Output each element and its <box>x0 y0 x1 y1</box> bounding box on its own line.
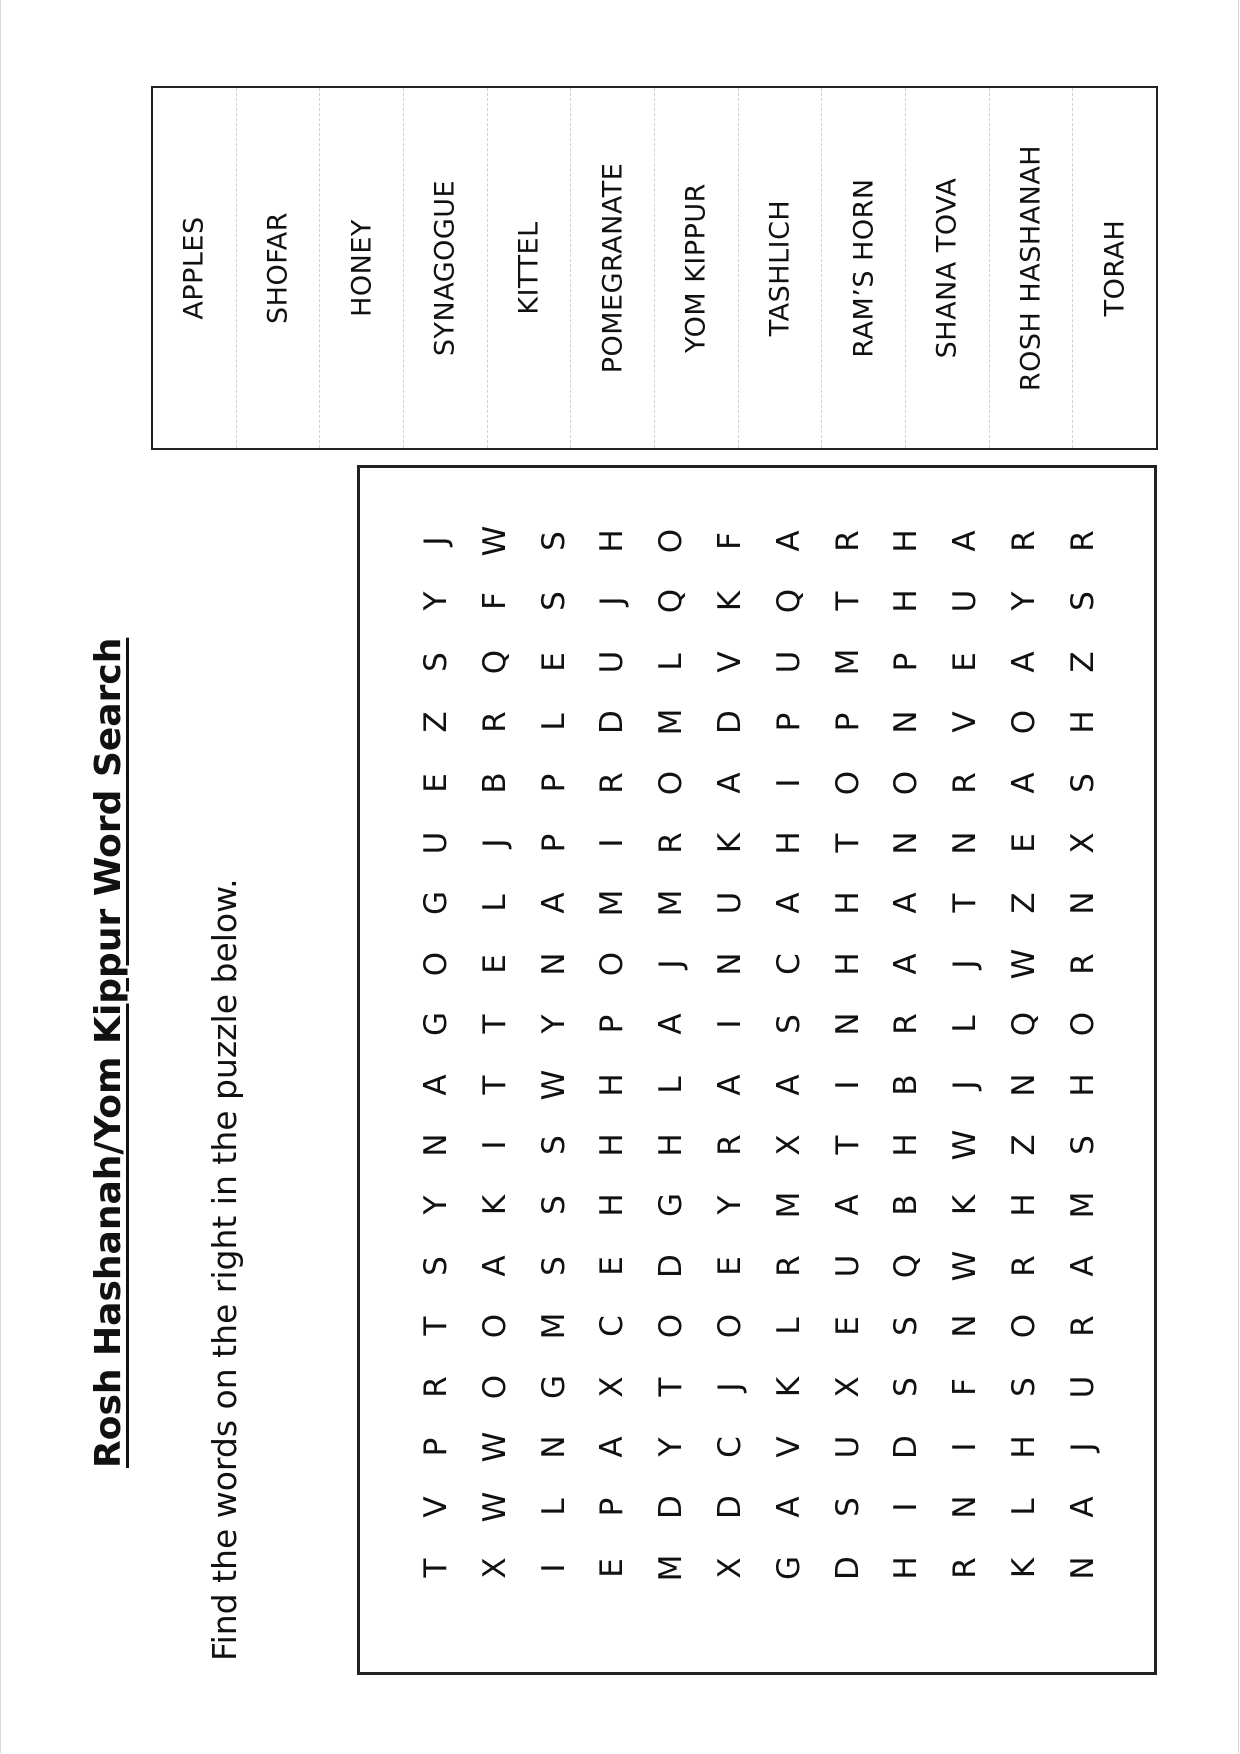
grid-letter: P <box>829 712 866 732</box>
grid-letter: I <box>712 1019 748 1029</box>
grid-letter: W <box>476 1431 513 1463</box>
grid-letter: S <box>535 1255 572 1276</box>
word-label: RAM’S HORN <box>848 178 880 358</box>
grid-letter: S <box>1006 1376 1042 1397</box>
grid-letter: W <box>947 1250 984 1282</box>
grid-letter: A <box>888 892 925 914</box>
grid-letter: L <box>947 1015 984 1033</box>
word-label: YOM KIPPUR <box>680 183 712 353</box>
grid-letter: S <box>535 591 572 612</box>
grid-letter: W <box>947 1129 984 1161</box>
grid-letter: U <box>770 650 807 674</box>
grid-letter: R <box>594 771 631 794</box>
grid-letter: L <box>535 713 572 731</box>
grid-letter: P <box>535 833 572 853</box>
grid-letter: L <box>770 1317 807 1335</box>
grid-letter: C <box>594 1315 631 1338</box>
grid-letter: L <box>1006 1498 1042 1517</box>
grid-letter: X <box>770 1134 807 1156</box>
grid-letter: A <box>829 1194 866 1216</box>
grid-letter: S <box>418 1255 454 1276</box>
grid-letter: A <box>535 892 572 914</box>
word-list-item <box>822 88 906 448</box>
grid-letter: Y <box>418 1195 454 1215</box>
grid-letter: M <box>535 1312 572 1340</box>
grid-letter: S <box>888 1376 925 1397</box>
grid-letter: H <box>594 1072 631 1097</box>
grid-letter: G <box>770 1555 807 1580</box>
grid-letter: J <box>712 1382 748 1392</box>
grid-letter: E <box>947 652 984 672</box>
grid-letter: R <box>1006 530 1042 552</box>
grid-letter: I <box>888 1502 925 1512</box>
grid-letter: Q <box>770 589 807 614</box>
grid-letter: K <box>476 1195 513 1216</box>
word-label: SHOFAR <box>262 212 294 324</box>
grid-letter: T <box>476 1075 513 1095</box>
grid-letter: H <box>1006 1193 1042 1218</box>
grid-letter: S <box>418 651 454 672</box>
grid-letter: H <box>888 589 925 614</box>
grid-letter: M <box>653 890 690 917</box>
word-label: KITTEL <box>513 221 545 315</box>
grid-letter: T <box>418 1316 454 1336</box>
grid-letter: G <box>535 1374 572 1399</box>
grid-letter: H <box>1006 1435 1042 1459</box>
grid-letter: Z <box>1006 892 1042 915</box>
grid-letter: A <box>1064 1255 1101 1277</box>
grid-letter: O <box>1006 1313 1042 1339</box>
grid-letter: K <box>770 1376 807 1397</box>
grid-letter: Q <box>1006 1011 1042 1037</box>
grid-letter: S <box>829 1497 866 1518</box>
grid-letter: N <box>947 831 984 855</box>
grid-letter: P <box>594 1498 631 1517</box>
grid-letter: N <box>535 952 572 976</box>
grid-letter: N <box>712 952 748 976</box>
grid-letter: N <box>829 1012 866 1036</box>
grid-letter: K <box>712 591 748 612</box>
grid-letter: H <box>829 952 866 976</box>
grid-letter: Y <box>653 1437 690 1457</box>
grid-letter: A <box>418 1073 454 1096</box>
word-label: SYNAGOGUE <box>429 179 461 357</box>
grid-letter: H <box>1064 710 1101 734</box>
grid-letter: I <box>535 1563 572 1573</box>
grid-letter: H <box>888 1133 925 1157</box>
grid-letter: D <box>888 1435 925 1459</box>
grid-letter: Y <box>1006 591 1042 611</box>
grid-letter: R <box>1064 1315 1101 1337</box>
grid-letter: T <box>829 833 866 853</box>
grid-letter: N <box>888 710 925 734</box>
grid-letter: D <box>653 1495 690 1520</box>
grid-letter: U <box>418 831 454 855</box>
word-list-item <box>655 88 739 448</box>
grid-letter: M <box>653 1554 690 1582</box>
puzzle-grid <box>357 465 1157 1675</box>
grid-letter: W <box>535 1069 572 1100</box>
word-list-item <box>237 88 321 448</box>
grid-letter: I <box>947 1442 984 1452</box>
grid-letter: M <box>770 1192 807 1219</box>
grid-letter: J <box>594 596 631 606</box>
grid-letter: V <box>770 1436 807 1458</box>
grid-letter: S <box>1064 772 1101 793</box>
grid-letter: P <box>418 1437 454 1457</box>
grid-letter: N <box>1006 1073 1042 1097</box>
grid-letter: I <box>476 1140 513 1150</box>
grid-letter: F <box>476 592 513 611</box>
word-label: POMEGRANATE <box>597 162 629 374</box>
grid-letter: N <box>947 1314 984 1338</box>
grid-letter: F <box>712 532 748 550</box>
grid-letter: N <box>888 831 925 855</box>
grid-letter: R <box>770 1255 807 1277</box>
grid-letter: T <box>418 1558 454 1578</box>
word-list-item <box>739 88 823 448</box>
grid-letter: A <box>770 1496 807 1518</box>
grid-letter: B <box>888 1073 925 1096</box>
grid-letter: R <box>712 1134 748 1156</box>
grid-letter: A <box>1006 771 1042 794</box>
grid-letter: A <box>770 530 807 552</box>
word-label: TASHLICH <box>764 199 796 337</box>
grid-letter: A <box>712 771 748 794</box>
grid-letter: X <box>829 1375 866 1398</box>
grid-letter: K <box>712 832 748 854</box>
grid-letter: U <box>1064 1375 1101 1398</box>
grid-letter: A <box>947 530 984 552</box>
grid-letter: H <box>653 1133 690 1157</box>
grid-letter: T <box>947 893 984 913</box>
grid-letter: H <box>888 1556 925 1580</box>
grid-letter: W <box>1006 948 1042 980</box>
grid-letter: U <box>829 1254 866 1278</box>
grid-letter: K <box>1006 1557 1042 1578</box>
grid-letter: C <box>770 952 807 975</box>
grid-letter: J <box>947 1080 984 1090</box>
grid-letter: O <box>888 770 925 795</box>
grid-letter: O <box>829 770 866 795</box>
grid-letter: Z <box>1064 651 1101 673</box>
grid-letter: F <box>947 1377 984 1396</box>
grid-letter: Y <box>418 591 454 611</box>
word-label: APPLES <box>178 216 210 320</box>
grid-letter: A <box>653 1013 690 1035</box>
grid-letter: L <box>535 1498 572 1517</box>
grid-letter: D <box>712 1495 748 1520</box>
grid-letter: S <box>1064 591 1101 612</box>
word-list-item <box>488 88 572 448</box>
word-list-item <box>1073 88 1156 448</box>
grid-letter: R <box>1006 1255 1042 1277</box>
word-label: ROSH HASHANAH <box>1015 144 1047 392</box>
grid-letter: W <box>476 1492 513 1523</box>
grid-letter: U <box>947 590 984 613</box>
grid-letter: R <box>1064 530 1101 552</box>
grid-letter: N <box>535 1435 572 1459</box>
grid-letter: O <box>1064 1011 1101 1037</box>
grid-letter: J <box>947 959 984 969</box>
grid-letter: N <box>947 1495 984 1519</box>
grid-letter: M <box>1064 1192 1101 1219</box>
grid-letter: T <box>476 1014 513 1034</box>
grid-letter: A <box>476 1255 513 1277</box>
grid-letter: N <box>1064 1556 1101 1580</box>
grid-letter: Z <box>1006 1134 1042 1156</box>
grid-letter: D <box>653 1253 690 1278</box>
grid-letter: C <box>712 1436 748 1458</box>
grid-letter: O <box>712 1313 748 1339</box>
grid-letter: D <box>712 710 748 735</box>
grid-letter: R <box>947 771 984 794</box>
word-label: HONEY <box>346 219 378 317</box>
grid-letter: E <box>712 1256 748 1276</box>
grid-letter: R <box>653 832 690 854</box>
grid-letter: S <box>888 1316 925 1337</box>
grid-letter: E <box>418 772 454 793</box>
instruction-text: Find the words on the right in the puzzle below. <box>205 878 244 1661</box>
grid-letter: S <box>535 1135 572 1155</box>
grid-letter: A <box>770 1073 807 1096</box>
grid-letter: N <box>1064 891 1101 915</box>
grid-letter: A <box>770 892 807 914</box>
grid-letter: O <box>476 1374 513 1399</box>
grid-letter: H <box>888 529 925 553</box>
grid-letter: I <box>770 778 807 788</box>
grid-letter: M <box>829 648 866 676</box>
grid-letter: N <box>418 1133 454 1157</box>
grid-letter: D <box>829 1555 866 1580</box>
grid-letter: O <box>653 770 690 795</box>
grid-letter: Y <box>712 1195 748 1215</box>
grid-letter: O <box>594 951 631 976</box>
page-title: Rosh Hashanah/Yom Kippur Word Search <box>88 637 129 1468</box>
grid-letter: H <box>594 529 631 553</box>
grid-letter: W <box>476 525 513 557</box>
grid-letter: G <box>418 1012 454 1037</box>
grid-letter: R <box>888 1013 925 1035</box>
grid-letter: V <box>712 651 748 673</box>
grid-letter: P <box>535 773 572 792</box>
grid-letter: A <box>594 1436 631 1458</box>
grid-letter: X <box>1064 832 1101 854</box>
grid-letter: A <box>1006 651 1042 673</box>
grid-letter: M <box>653 708 690 736</box>
grid-letter: B <box>476 771 513 794</box>
grid-letter: T <box>653 1377 690 1397</box>
grid-letter: S <box>770 1014 807 1035</box>
grid-letter: U <box>594 650 631 674</box>
word-list-item <box>320 88 404 448</box>
grid-letter: H <box>594 1133 631 1157</box>
grid-letter: E <box>594 1558 631 1578</box>
grid-letter: A <box>888 953 925 975</box>
word-list-item <box>571 88 655 448</box>
grid-letter: A <box>712 1073 748 1096</box>
grid-letter: P <box>888 652 925 672</box>
grid-letter: H <box>594 1193 631 1218</box>
grid-letter: L <box>476 894 513 913</box>
grid-letter: O <box>653 528 690 554</box>
grid-letter: Q <box>476 649 513 674</box>
grid-letter: H <box>829 891 866 916</box>
grid-letter: E <box>1006 833 1042 853</box>
grid-letter: G <box>653 1193 690 1218</box>
grid-letter: T <box>829 1135 866 1155</box>
grid-letter: X <box>476 1557 513 1579</box>
grid-letter: E <box>594 1256 631 1276</box>
grid-letter: J <box>476 838 513 848</box>
grid-letter: R <box>418 1375 454 1398</box>
grid-letter: X <box>712 1557 748 1579</box>
grid-letter: O <box>653 1313 690 1339</box>
grid-letter: V <box>947 711 984 733</box>
grid-letter: J <box>1064 1442 1101 1452</box>
word-list-item <box>404 88 488 448</box>
grid-letter: Q <box>888 1253 925 1278</box>
grid-letter: E <box>535 652 572 672</box>
grid-letter: A <box>1064 1496 1101 1518</box>
grid-letter: H <box>1064 1072 1101 1097</box>
grid-letter: E <box>476 954 513 974</box>
word-list-item <box>906 88 990 448</box>
grid-letter: I <box>829 1080 866 1090</box>
grid-letter: V <box>418 1496 454 1518</box>
grid-letter: I <box>594 838 631 848</box>
grid-letter: L <box>653 1075 690 1094</box>
grid-letter: J <box>653 959 690 969</box>
grid-letter: Q <box>653 589 690 614</box>
grid-letter: R <box>829 530 866 552</box>
grid-letter: U <box>712 892 748 915</box>
grid-letter: Z <box>418 711 454 733</box>
grid-letter: H <box>770 831 807 855</box>
grid-letter: O <box>418 951 454 976</box>
grid-letter: J <box>418 536 454 546</box>
grid-letter: T <box>829 591 866 611</box>
grid-letter: D <box>594 710 631 735</box>
grid-letter: R <box>1064 953 1101 975</box>
grid-letter: S <box>535 1195 572 1216</box>
grid-letter: B <box>888 1194 925 1217</box>
grid-letter: P <box>594 1014 631 1034</box>
grid-letter: K <box>947 1195 984 1216</box>
word-label: TORAH <box>1099 219 1131 317</box>
grid-letter: R <box>476 711 513 733</box>
grid-letter: S <box>535 531 572 551</box>
grid-letter: P <box>770 712 807 732</box>
word-list-item <box>990 88 1074 448</box>
grid-letter: O <box>476 1313 513 1339</box>
grid-letter: U <box>829 1435 866 1459</box>
grid-letter: G <box>418 891 454 916</box>
grid-letter: X <box>594 1375 631 1398</box>
grid-letter: R <box>947 1557 984 1579</box>
grid-letter: O <box>1006 709 1042 735</box>
grid-letter: M <box>594 890 631 917</box>
word-list <box>151 86 1158 450</box>
grid-letter: L <box>653 653 690 671</box>
grid-letter: S <box>1064 1135 1101 1155</box>
word-list-item <box>153 88 237 448</box>
grid-letter: Y <box>535 1014 572 1034</box>
grid-letter: E <box>829 1316 866 1336</box>
word-label: SHANA TOVA <box>931 177 963 359</box>
